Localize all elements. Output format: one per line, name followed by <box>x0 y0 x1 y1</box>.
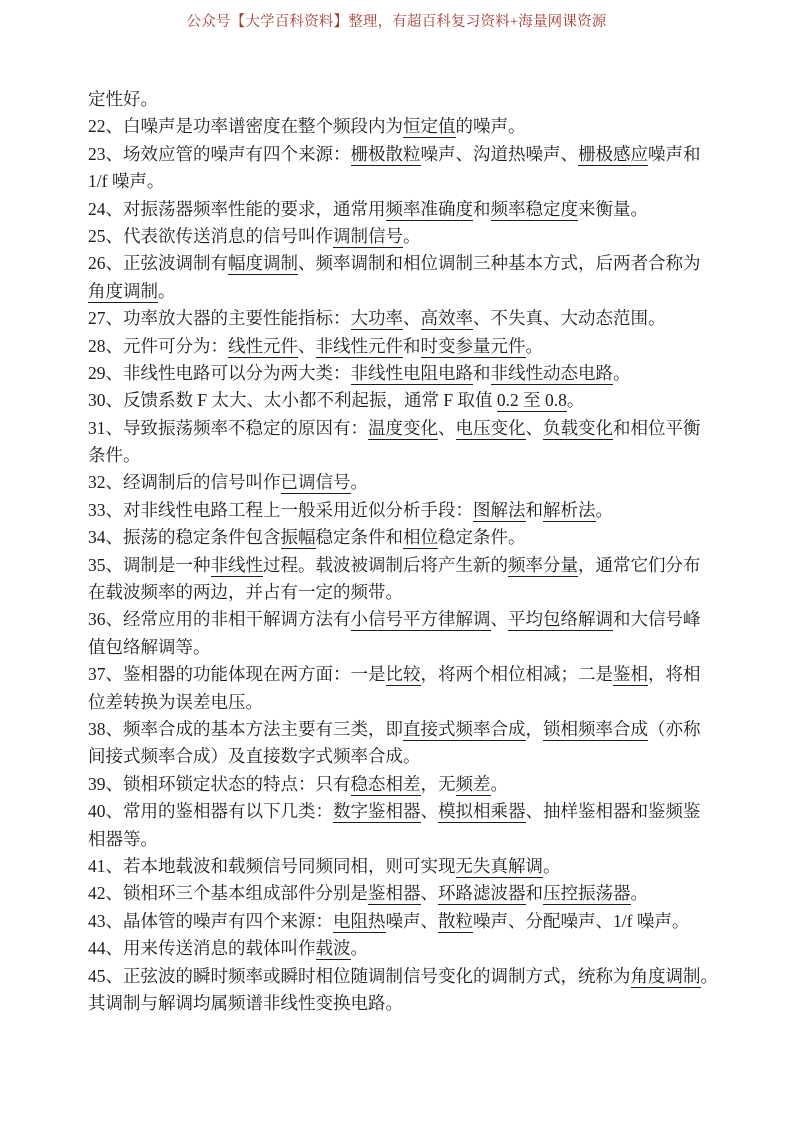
text-segment: 和 <box>525 883 543 904</box>
text-segment: 稳定条件和 <box>315 527 403 548</box>
text-segment: 28、元件可分为： <box>88 335 228 356</box>
text-segment: 其调制与解调均属频谱非线性变换电路。 <box>88 992 403 1013</box>
text-segment: 、 <box>420 801 438 822</box>
underlined-term: 大功率 <box>350 308 403 329</box>
text-line <box>88 360 733 387</box>
text-line <box>88 771 733 798</box>
underlined-term: 解析法 <box>543 499 596 520</box>
text-segment: ， <box>525 718 543 739</box>
underlined-term: 电阻热 <box>333 910 386 931</box>
underlined-term: 非线性电阻电路 <box>350 362 473 383</box>
text-segment: 位差转换为误差电压。 <box>88 691 263 712</box>
text-segment: 噪声、沟道热噪声、 <box>420 143 578 164</box>
text-segment: ，通常它们分布 <box>578 554 701 575</box>
underlined-term: 非线性元件 <box>315 335 403 356</box>
text-segment: 稳定条件。 <box>438 527 526 548</box>
text-segment: 26、正弦波调制有 <box>88 253 228 274</box>
text-segment: 的噪声。 <box>455 116 526 137</box>
text-line <box>88 524 733 551</box>
text-segment: 。 <box>630 883 648 904</box>
text-line <box>88 415 733 442</box>
text-segment: 在载波频率的两边，并占有一定的频带。 <box>88 582 403 603</box>
document-body <box>88 86 733 1017</box>
text-segment: 29、非线性电路可以分为两大类： <box>88 362 351 383</box>
text-segment: 和 <box>473 198 491 219</box>
underlined-term: 调制信号 <box>333 225 403 246</box>
text-segment: 30、反馈系数 F 太大、太小都不利起振，通常 F 取值 <box>88 390 497 411</box>
text-segment: （亦称 <box>648 718 701 739</box>
text-line <box>88 606 733 633</box>
text-segment: 来衡量。 <box>578 198 648 219</box>
text-line <box>88 826 733 853</box>
text-line <box>88 908 733 935</box>
underlined-term: 散粒 <box>438 910 473 931</box>
text-segment: 。 <box>613 362 631 383</box>
text-segment: 32、经调制后的信号叫作 <box>88 472 281 493</box>
text-segment: 。 <box>350 938 368 959</box>
underlined-term: 角度调制 <box>88 280 158 301</box>
text-line <box>88 469 733 496</box>
text-line <box>88 333 733 360</box>
underlined-term: 高效率 <box>420 308 473 329</box>
text-line <box>88 743 733 770</box>
underlined-term: 相位 <box>403 527 438 548</box>
text-segment: 。 <box>543 855 561 876</box>
text-segment: 。 <box>490 773 508 794</box>
text-line <box>88 689 733 716</box>
text-segment: 和相位平衡 <box>613 417 701 438</box>
text-line <box>88 661 733 688</box>
text-line <box>88 141 733 168</box>
text-line <box>88 990 733 1017</box>
underlined-term: 栅极感应 <box>578 143 648 164</box>
underlined-term: 已调信号 <box>280 472 351 493</box>
underlined-term: 频率分量 <box>508 554 578 575</box>
underlined-term: 非线性动态电路 <box>490 362 613 383</box>
text-segment: 、 <box>525 417 543 438</box>
text-segment: 和 <box>473 362 491 383</box>
underlined-term: 频率稳定度 <box>490 198 578 219</box>
text-segment: 。 <box>525 335 543 356</box>
text-segment: 。 <box>595 499 613 520</box>
underlined-term: 直接式频率合成 <box>403 718 526 739</box>
text-segment: 36、经常应用的非相干解调方法有 <box>88 609 351 630</box>
text-segment: ，将两个相位相减；二是 <box>420 664 613 685</box>
text-line <box>88 387 733 414</box>
text-line <box>88 716 733 743</box>
text-line <box>88 305 733 332</box>
text-segment: 定性好。 <box>88 89 158 109</box>
text-segment: 。 <box>403 225 421 246</box>
underlined-term: 数字鉴相器 <box>333 801 421 822</box>
underlined-term: 0.2 至 0.8 <box>496 390 567 411</box>
text-segment: 33、对非线性电路工程上一般采用近似分析手段： <box>88 499 473 520</box>
text-segment: 37、鉴相器的功能体现在两方面：一是 <box>88 664 386 685</box>
text-segment: 、不失真、大动态范围。 <box>473 308 666 329</box>
text-segment: 45、正弦波的瞬时频率或瞬时相位随调制信号变化的调制方式，统称为 <box>88 965 631 986</box>
text-segment: 、 <box>490 609 508 630</box>
text-line <box>88 223 733 250</box>
text-segment: 34、振荡的稳定条件包含 <box>88 527 281 548</box>
text-segment: 噪声、 <box>385 910 438 931</box>
text-segment: 42、锁相环三个基本组成部件分别是 <box>88 883 368 904</box>
text-segment: ，将相 <box>648 664 701 685</box>
text-line <box>88 552 733 579</box>
text-segment: 和 <box>525 499 543 520</box>
text-segment: 38、频率合成的基本方法主要有三类，即 <box>88 718 403 739</box>
text-line <box>88 798 733 825</box>
underlined-term: 电压变化 <box>455 417 526 438</box>
text-line <box>88 497 733 524</box>
text-line <box>88 880 733 907</box>
text-line <box>88 853 733 880</box>
text-line <box>88 935 733 962</box>
text-segment: 。 <box>158 280 176 301</box>
text-line <box>88 86 733 113</box>
text-segment: 值包络解调等。 <box>88 636 211 657</box>
text-segment: 、 <box>298 335 316 356</box>
underlined-term: 稳态相差 <box>350 773 421 794</box>
text-segment: 、抽样鉴相器和鉴频鉴 <box>525 801 701 822</box>
underlined-term: 平均包络解调 <box>508 609 613 630</box>
underlined-term: 锁相频率合成 <box>543 718 648 739</box>
text-segment: 相器等。 <box>88 828 158 849</box>
text-segment: 过程。载波被调制后将产生新的 <box>263 554 508 575</box>
underlined-term: 小信号平方律解调 <box>350 609 491 630</box>
text-line <box>88 278 733 305</box>
underlined-term: 时变参量元件 <box>420 335 526 356</box>
text-segment: 35、调制是一种 <box>88 554 211 575</box>
text-segment: 、 <box>438 417 456 438</box>
text-segment: 25、代表欲传送消息的信号叫作 <box>88 225 333 246</box>
underlined-term: 无失真解调 <box>455 855 543 876</box>
underlined-term: 角度调制 <box>630 965 701 986</box>
text-line <box>88 168 733 195</box>
text-segment: 41、若本地载波和载频信号同频同相，则可实现 <box>88 855 456 876</box>
page-header-promo-text: 公众号【大学百科资料】整理，有超百科复习资料+海量网课资源 <box>186 14 607 30</box>
text-segment: 噪声和 <box>648 143 701 164</box>
underlined-term: 线性元件 <box>228 335 298 356</box>
text-segment: 、频率调制和相位调制三种基本方式，后两者合称为 <box>298 253 701 274</box>
text-line <box>88 196 733 223</box>
text-segment: 22、白噪声是功率谱密度在整个频段内为 <box>88 116 403 137</box>
underlined-term: 振幅 <box>280 527 316 548</box>
underlined-term: 鉴相器 <box>368 883 421 904</box>
underlined-term: 图解法 <box>473 499 526 520</box>
underlined-term: 频差 <box>455 773 491 794</box>
text-line <box>88 963 733 990</box>
text-segment: 44、用来传送消息的载体叫作 <box>88 938 316 959</box>
text-segment: 23、场效应管的噪声有四个来源： <box>88 143 351 164</box>
text-segment: 。 <box>700 965 718 986</box>
text-segment: 和大信号峰 <box>613 609 701 630</box>
text-segment: 39、锁相环锁定状态的特点：只有 <box>88 773 351 794</box>
underlined-term: 比较 <box>385 664 421 685</box>
text-segment: 条件。 <box>88 445 141 466</box>
text-segment: 31、导致振荡频率不稳定的原因有： <box>88 417 368 438</box>
underlined-term: 温度变化 <box>368 417 438 438</box>
text-line <box>88 579 733 606</box>
underlined-term: 非线性 <box>210 554 263 575</box>
text-segment: ，无 <box>420 773 456 794</box>
text-segment: 43、晶体管的噪声有四个来源： <box>88 910 333 931</box>
underlined-term: 负载变化 <box>543 417 613 438</box>
text-segment: 。 <box>350 472 368 493</box>
text-segment: 和 <box>403 335 421 356</box>
underlined-term: 栅极散粒 <box>350 143 421 164</box>
text-segment: 、 <box>403 308 421 329</box>
text-segment: 噪声、分配噪声、1/f 噪声。 <box>473 910 690 931</box>
underlined-term: 环路滤波器 <box>438 883 526 904</box>
text-segment: 40、常用的鉴相器有以下几类： <box>88 801 333 822</box>
underlined-term: 鉴相 <box>613 664 648 685</box>
text-line <box>88 250 733 277</box>
text-segment: 27、功率放大器的主要性能指标： <box>88 308 351 329</box>
underlined-term: 频率准确度 <box>385 198 473 219</box>
text-segment: 、 <box>420 883 438 904</box>
text-line <box>88 113 733 140</box>
text-segment: 24、对振荡器频率性能的要求，通常用 <box>88 198 386 219</box>
text-segment: 1/f 噪声。 <box>88 171 165 192</box>
text-line <box>88 634 733 661</box>
underlined-term: 恒定值 <box>403 116 456 137</box>
underlined-term: 模拟相乘器 <box>438 801 526 822</box>
text-segment: 。 <box>566 390 585 411</box>
underlined-term: 载波 <box>315 938 351 959</box>
underlined-term: 幅度调制 <box>228 253 298 274</box>
underlined-term: 压控振荡器 <box>543 883 631 904</box>
text-line <box>88 442 733 469</box>
text-segment: 间接式频率合成）及直接数字式频率合成。 <box>88 746 421 767</box>
